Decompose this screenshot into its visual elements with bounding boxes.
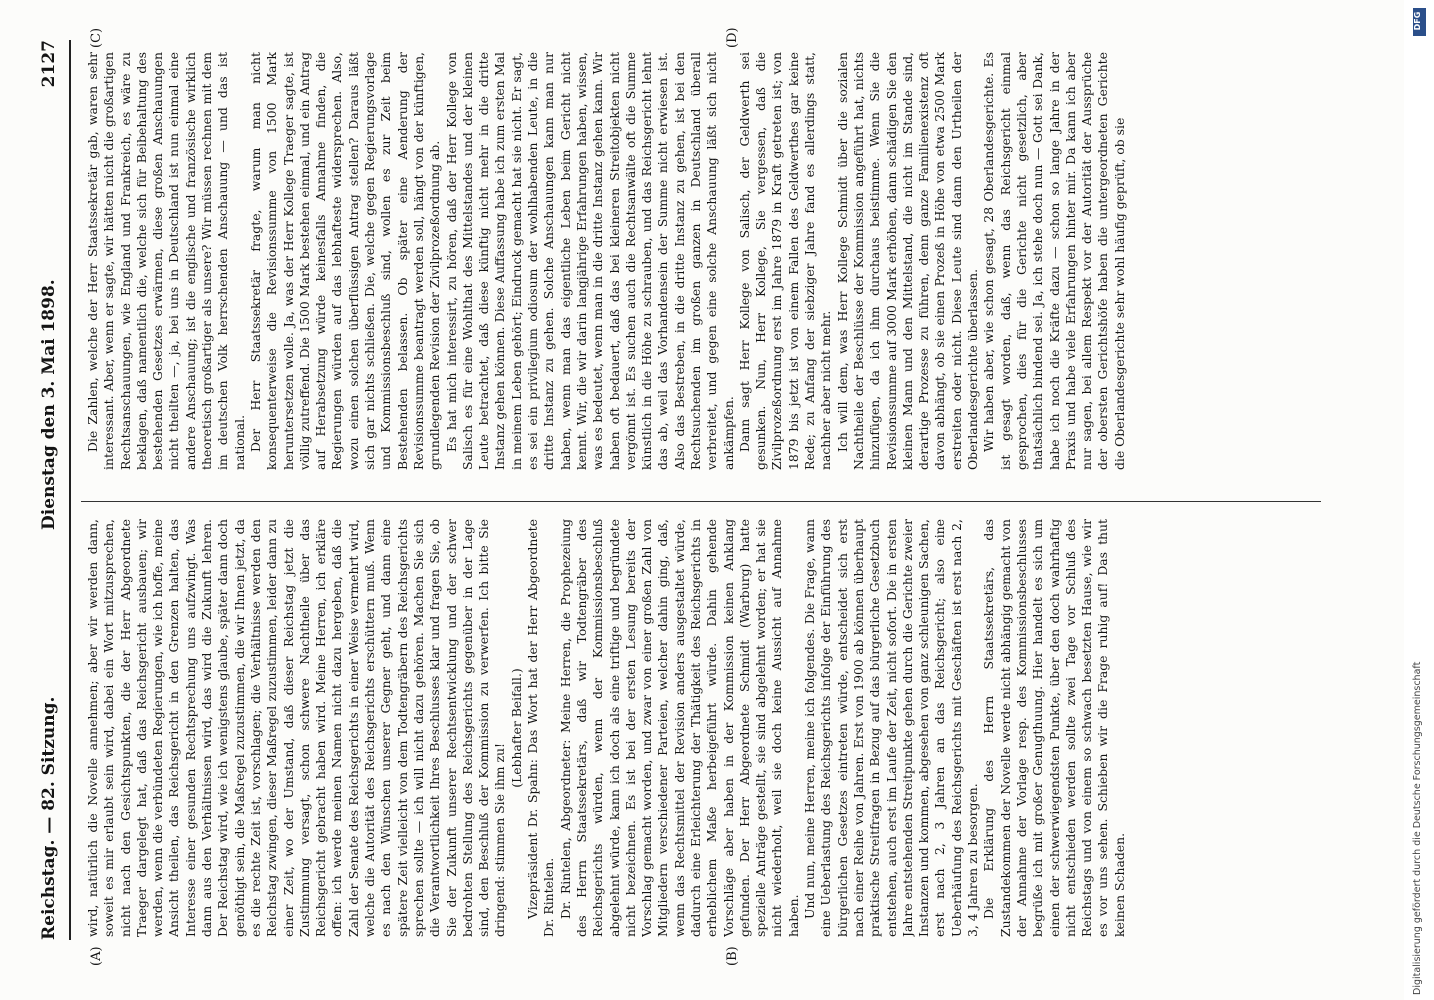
paragraph: Dann sagt Herr Kollege von Salisch, der Geldwerth sei gesunken. Nun, Herr Kollege, Sie vergessen, daß die Zivilprozeßordnung erst im Jahre 1879 in Kraft getreten ist; von 1879 bis jetzt ist von einem Fallen des Geldwerthes gar keine Rede; zu Anfang der siebziger Jahre fand es allerdings statt, nachher aber nicht mehr. bbox=[736, 52, 834, 470]
dfg-logo-text: DFG bbox=[1413, 11, 1422, 31]
margin-marker-a: (A) bbox=[89, 946, 104, 966]
paragraph: Vizepräsident Dr. Spahn: Das Wort hat der Herr Abgeordnete Dr. Rintelen. bbox=[525, 519, 557, 937]
newspaper-page bbox=[25, 27, 1345, 970]
header-session-title: Reichstag. — 82. Sitzung. bbox=[39, 696, 59, 940]
header-date: Dienstag den 3. Mai 1898. bbox=[39, 279, 59, 530]
margin-marker-b: (B) bbox=[725, 946, 740, 966]
paragraph: Der Herr Staatssekretär fragte, warum man nicht konsequenterweise die Revisionssumme von 1500 Mark heruntersetzen wolle. Ja, was der Herr Kollege Traeger sagte, ist völlig zutreffend. Die 1500 Mark bestehen einmal, und ein Antrag auf Herabsetzung würde keinesfalls Annahme finden, die Regierungen würden auf das lebhafteste widersprechen. Also, wozu einen solchen überflüssigen Antrag stellen? Daraus läßt sich gar nichts schließen. Die, welche gegen Regierungsvorlage und Kommissionsbeschluß sind, wollen es zur Zeit beim Bestehenden belassen. Ob später eine Aenderung der Revisionssumme beantragt werden soll, hängt von der künftigen, grundlegenden Revision der Zivilprozeßordnung ab. bbox=[247, 52, 443, 470]
paragraph: Wir haben aber, wie schon gesagt, 28 Oberlandesgerichte. Es ist gesagt worden, daß, wenn das Reichsgericht einmal gesprochen, dies für die Gerichte nicht gesetzlich, aber thatsächlich bindend sei. Ja, ich stehe doch nun — Gott sei Dank, habe ich noch die Kräfte dazu — schon so lange Jahre in der Praxis und habe viele Erfahrungen hinter mir. Da kann ich aber nur sagen, bei allem Respekt vor der Autorität der Aussprüche der obersten Gerichtshöfe haben die untergeordneten Gerichte die Oberlandesgerichte sehr wohl häufig geprüft, ob sie bbox=[981, 52, 1127, 470]
digitization-sidebar bbox=[1404, 0, 1434, 1000]
paragraph: Dr. Rintelen, Abgeordneter: Meine Herren, die Prophezeiung des Herrn Staatssekretärs, daß wir Todtengräber des Reichsgerichts würden, wenn der Kommissionsbeschluß abgelehnt würde, kann ich doch als eine triftige und begründete nicht bezeichnen. Es ist bei der ersten Lesung bereits der Vorschlag gemacht worden, und zwar von einer großen Zahl von Mitgliedern verschiedener Parteien, welcher dahin ging, daß, wenn das Rechtsmittel der Revision anders ausgestaltet würde, dadurch eine Erleichterung der Thätigkeit des Reichsgerichts in erheblichem Maße herbeigeführt würde. Dahin gehende Vorschläge aber haben in der Kommission keinen Anklang gefunden. Der Herr Abgeordnete Schmidt (Warburg) hatte spezielle Anträge gestellt, sie sind abgelehnt worden; er hat sie nicht wiederholt, weil sie doch keine Aussicht auf Annahme haben. bbox=[557, 519, 801, 937]
dfg-logo bbox=[1413, 8, 1426, 36]
paragraph: Es hat mich interessirt, zu hören, daß der Herr Kollege von Salisch es für eine Wohlthat des Mittelstandes und der kleinen Leute betrachtet, daß diese künftig nicht mehr in die dritte Instanz gehen können. Diese Auffassung habe ich zum ersten Mal in meinem Leben gehört; Eindruck gemacht hat sie nicht. Er sagt, es sei ein privilegium odiosum der wohlhabenden Leute, in die dritte Instanz zu gehen. Solche Anschauungen kann man nur haben, wenn man das eigentliche Leben beim Gericht nicht kennt. Wir, die wir darin langjährige Erfahrungen haben, wissen, was es bedeutet, wenn man in die dritte Instanz gehen kann. Wir haben oft bedauert, daß das bei kleineren Streitobjekten nicht vergönnt ist. Es suchen auch die Rechtsanwälte oft die Summe künstlich in die Höhe zu schrauben, und das Reichsgericht lehnt das ab, weil das Vorhandensein der Summe nicht erwiesen ist. Also das Bestreben, in die dritte Instanz zu gehen, ist bei den Rechtsuchenden im großen ganzen in Deutschland überall verbreitet, und gegen eine solche Anschauung läßt sich nicht ankämpfen. bbox=[443, 52, 736, 470]
paragraph: Die Zahlen, welche der Herr Staatssekretär gab, waren sehr interessant. Aber, wenn er sagte, wir hätten nicht die großartigen Rechtsanschauungen, wie England und Frankreich, es wäre zu beklagen, daß namentlich die, welche sich für Beibehaltung des bestehenden Gesetzes erwärmen, diese großen Anschauungen nicht theilten —, ja, bei uns in Deutschland ist nun einmal eine andere Anschauung; ist die englische und französische wirklich theoretisch großartiger als unsere? Wir müssen rechnen mit dem im deutschen Volk herrschenden Anschauung — und das ist national. bbox=[85, 52, 247, 470]
paragraph: wird, natürlich die Novelle annehmen; aber wir werden dann, soweit es mir erlaubt sein wird, dabei ein Wort mitzusprechen, nicht nach den Gesichtspunkten, die der Herr Abgeordnete Traeger dargelegt hat, daß das Reichsgericht ausbauen; wir werden, wenn die verbündeten Regierungen, wie ich hoffe, meine Ansicht theilen, das Reichsgericht in den Grenzen halten, das Interesse einer gesunden Rechtsprechung uns aufzwingt. Was dann aus den Verhältnissen wird, das wird die Zukunft lehren. Der Reichstag wird, wie ich wenigstens glaube, später dann doch genöthigt sein, die Maßregel zuzustimmen, die wir Ihnen jetzt, da es die rechte Zeit ist, vorschlagen; die Verhältnisse werden den Reichstag zwingen, dieser Maßregel zuzustimmen, leider dann zu einer Zeit, wo der Umstand, daß dieser Reichstag jetzt die Zustimmung versagt, schon schwere Nachtheile über das Reichsgericht gebracht haben wird. Meine Herren, ich erkläre offen: ich werde meinen Namen nicht dazu hergeben, daß die Zahl der Senate des Reichsgerichts in einer Weise vermehrt wird, welche die Autorität des Reichsgerichts erschüttern muß. Wenn es nach den Wünschen unserer Gegner geht, und dann eine spätere Zeit vielleicht von dem Todtengräbern des Reichsgerichts sprechen sollte — ich will nicht dazu gehören. Machen Sie sich die Verantwortlichkeit Ihres Beschlusses klar und fragen Sie, ob Sie der Zukunft unserer Rechtsentwicklung und der schwer bedrohten Stellung des Reichsgerichts gegenüber in der Lage sind, den Beschluß der Kommission zu verwerfen. Ich bitte Sie dringend: stimmen Sie ihm zu! bbox=[85, 519, 508, 937]
paragraph: Die Erklärung des Herrn Staatssekretärs, das Zustandekommen der Novelle werde nicht abhängig gemacht von der Annahme der Vorlage resp. des Kommissionsbeschlusses begrüße ich mit großer Genugthuung. Hier handelt es sich um einen der schwerwiegendsten Punkte, über den doch wahrhaftig nicht entschieden werden sollte zwei Tage vor Schluß des Reichstags und von einem so schwach besetzten Hause, wie wir es vor uns sehen. Schieben wir die Frage ruhig auf! Das thut keinen Schaden. bbox=[981, 519, 1127, 937]
column-divider bbox=[81, 501, 1321, 502]
margin-marker-d: (D) bbox=[725, 27, 740, 48]
right-column bbox=[85, 52, 1325, 470]
header-rule bbox=[69, 40, 71, 940]
applause-note: (Lebhafter Beifall.) bbox=[508, 668, 524, 788]
page-header bbox=[25, 30, 69, 970]
left-column bbox=[85, 519, 1325, 937]
digitization-credit: Digitalisierung gefördert durch die Deutsche Forschungsgemeinschaft bbox=[1412, 661, 1423, 995]
paragraph: Und nun, meine Herren, meine ich folgendes. Die Frage, wann eine Ueberlastung des Reichsgerichts infolge der Einführung des bürgerlichen Gesetzes eintreten würde, entscheidet sich erst nach einer Reihe von Jahren. Erst von 1900 ab können überhaupt praktische Streitfragen in Bezug auf das bürgerliche Gesetzbuch entstehen, auch erst im Laufe der Zeit, nicht sofort. Die in ersten Jahre entstehenden Streitpunkte gehen durch die Gerichte zweier Instanzen und kommen, abgesehen von ganz schleunigen Sachen, erst nach 2, 3 Jahren an das Reichsgericht; also eine Ueberhäufung des Reichsgerichts mit Geschäften ist erst nach 2, 3, 4 Jahren zu besorgen. bbox=[802, 519, 981, 937]
paragraph: Ich will dem, was Herr Kollege Schmidt über die sozialen Nachtheile der Beschlüsse der Kommission angeführt hat, nichts hinzufügen, da ich ihm durchaus beistimme. Wenn Sie die Revisionssumme auf 3000 Mark erhöhen, dann schädigen Sie den kleinen Mann und den Mittelstand, die nicht im Stande sind, derartige Prozesse zu führen, denn ganze Familienexistenz oft davon abhängt, ob sie einen Prozeß in Höhe von etwa 2500 Mark erstreiten oder nicht. Diese Leute sind dann den Urtheilen der Oberlandesgerichte überlassen. bbox=[834, 52, 981, 470]
header-page-number: 2127 bbox=[39, 40, 59, 88]
margin-marker-c: (C) bbox=[89, 27, 104, 48]
